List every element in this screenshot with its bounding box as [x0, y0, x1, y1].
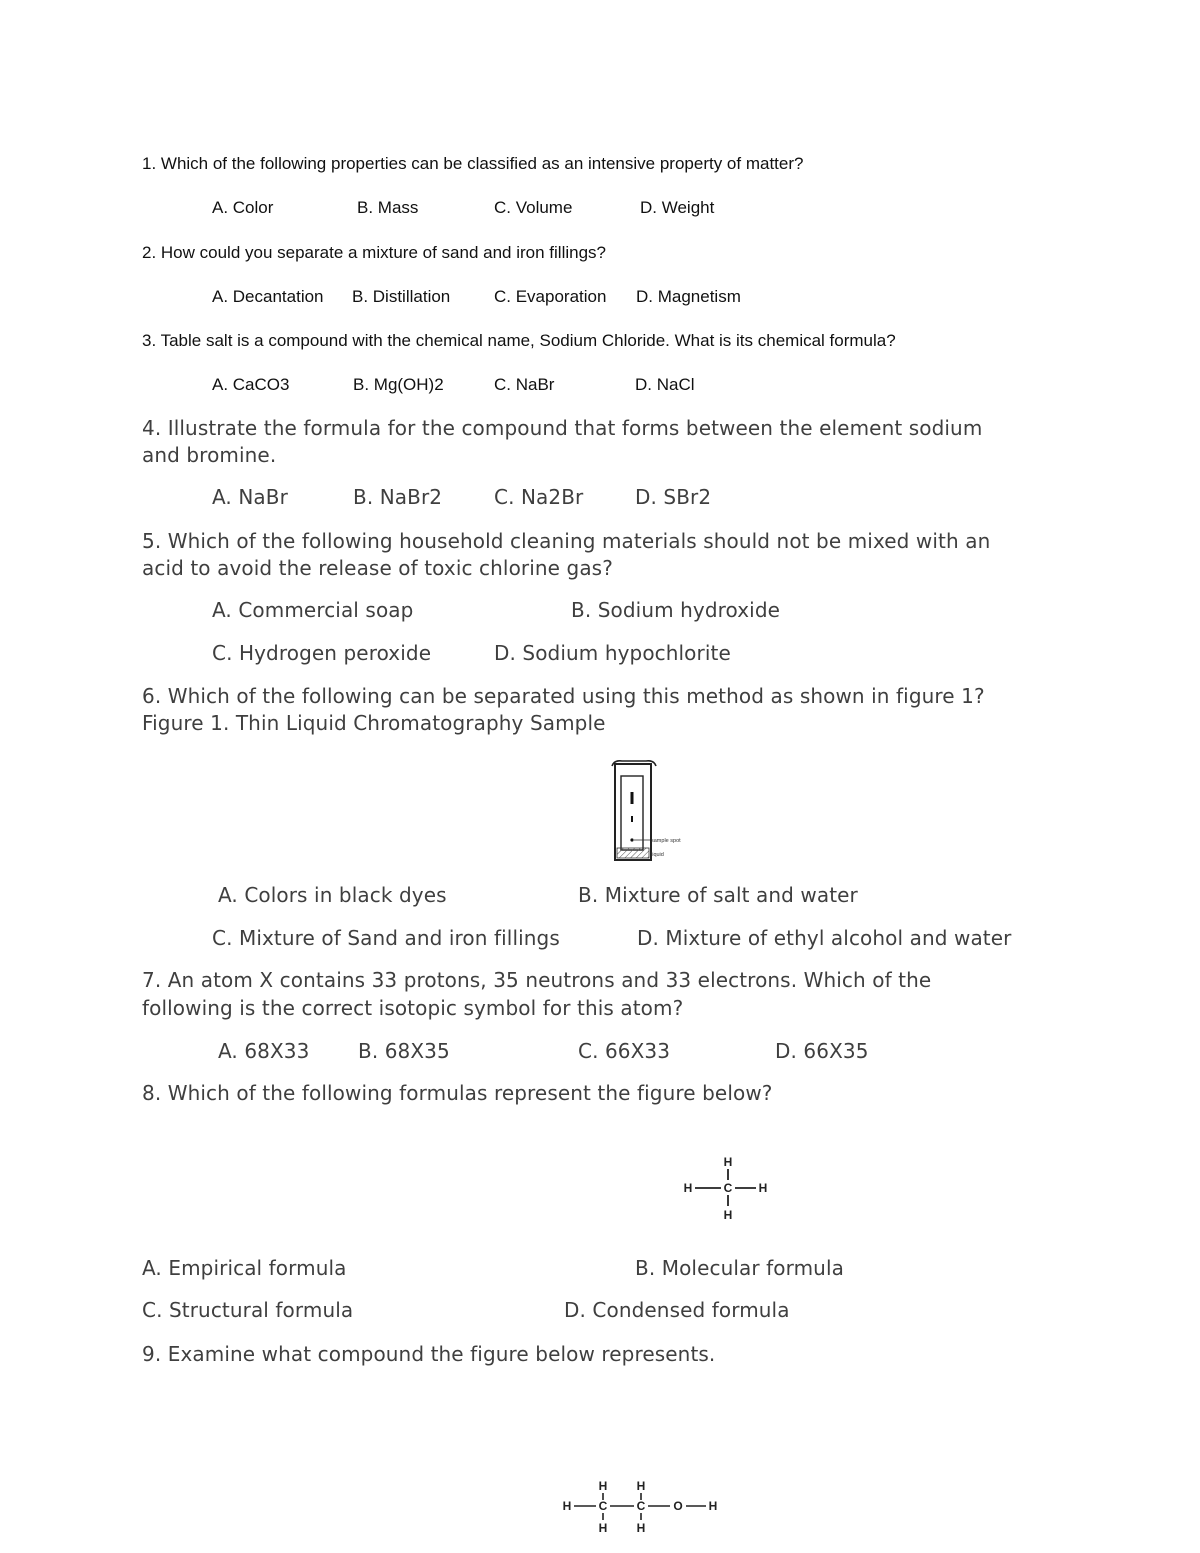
question-6-option-a: A. Colors in black dyes: [218, 883, 447, 907]
solvent-liquid: [617, 848, 649, 858]
ethanol-structure-figure: [555, 1476, 731, 1536]
methane-atom-h-top: H: [723, 1155, 733, 1169]
question-5-stem-line2: acid to avoid the release of toxic chlorine gas?: [142, 556, 613, 580]
question-3-stem: 3. Table salt is a compound with the chemical name, Sodium Chloride. What is its chemical formula?: [142, 331, 896, 350]
question-1-option-d: D. Weight: [640, 198, 715, 217]
ethanol-atom-o: O: [673, 1499, 683, 1513]
question-7-stem-line2: following is the correct isotopic symbol for this atom?: [142, 996, 684, 1020]
question-8-option-a: A. Empirical formula: [142, 1256, 347, 1280]
ethanol-atom-h-bottom2: H: [636, 1521, 646, 1535]
spot-origin: [630, 838, 633, 841]
question-1-option-a: A. Color: [212, 198, 274, 217]
question-5-option-d: D. Sodium hypochlorite: [494, 641, 731, 665]
methane-atom-h-bottom: H: [723, 1208, 733, 1222]
question-4-stem-line1: 4. Illustrate the formula for the compound that forms between the element sodium: [142, 416, 983, 440]
question-2-option-c: C. Evaporation: [494, 287, 607, 306]
question-6-stem-line1: 6. Which of the following can be separated using this method as shown in figure 1?: [142, 684, 985, 708]
methane-atom-h-right: H: [758, 1181, 768, 1195]
question-8-option-b: B. Molecular formula: [635, 1256, 844, 1280]
methane-atom-h-left: H: [683, 1181, 693, 1195]
question-6-stem-line2: Figure 1. Thin Liquid Chromatography Sample: [142, 711, 606, 735]
question-4-stem-line2: and bromine.: [142, 443, 277, 467]
ethanol-atom-h-top1: H: [598, 1479, 608, 1493]
question-7-option-b: B. 68X35: [358, 1039, 450, 1063]
question-5-option-a: A. Commercial soap: [212, 598, 414, 622]
question-4-option-c: C. Na2Br: [494, 485, 584, 509]
spot-label: sample spot: [651, 838, 681, 844]
question-2-option-d: D. Magnetism: [636, 287, 741, 306]
question-4-option-b: B. NaBr2: [353, 485, 443, 509]
question-3-option-d: D. NaCl: [635, 375, 695, 394]
question-5-stem-line1: 5. Which of the following household cleaning materials should not be mixed with an: [142, 529, 991, 553]
question-2-stem: 2. How could you separate a mixture of sand and iron fillings?: [142, 243, 606, 262]
question-1-option-b: B. Mass: [357, 198, 419, 217]
ethanol-atom-c2: C: [636, 1499, 646, 1513]
question-4-option-d: D. SBr2: [635, 485, 712, 509]
ethanol-atom-h-left: H: [562, 1499, 572, 1513]
question-3-option-b: B. Mg(OH)2: [353, 375, 444, 394]
question-8-option-c: C. Structural formula: [142, 1298, 354, 1322]
methane-atom-c: C: [723, 1181, 733, 1195]
question-8-stem: 8. Which of the following formulas represent the figure below?: [142, 1081, 773, 1105]
question-7-option-d: D. 66X35: [775, 1039, 869, 1063]
question-9-stem: 9. Examine what compound the figure below represents.: [142, 1342, 716, 1366]
question-8-option-d: D. Condensed formula: [564, 1298, 790, 1322]
question-2-option-a: A. Decantation: [212, 287, 324, 306]
question-5-option-c: C. Hydrogen peroxide: [212, 641, 432, 665]
question-3-option-a: A. CaCO3: [212, 375, 290, 394]
question-5-option-b: B. Sodium hydroxide: [571, 598, 781, 622]
question-6-option-b: B. Mixture of salt and water: [578, 883, 858, 907]
question-4-option-a: A. NaBr: [212, 485, 288, 509]
ethanol-atom-h-right: H: [708, 1499, 718, 1513]
ethanol-atom-h-top2: H: [636, 1479, 646, 1493]
question-6-option-d: D. Mixture of ethyl alcohol and water: [637, 926, 1012, 950]
liquid-label: liquid: [651, 852, 664, 858]
ethanol-atom-c1: C: [598, 1499, 608, 1513]
question-3-option-c: C. NaBr: [494, 375, 555, 394]
chromatography-figure: [600, 758, 690, 866]
question-1-option-c: C. Volume: [494, 198, 573, 217]
question-1-stem: 1. Which of the following properties can be classified as an intensive property of matter?: [142, 154, 804, 173]
question-6-option-c: C. Mixture of Sand and iron fillings: [212, 926, 560, 950]
methane-structure-figure: [676, 1152, 776, 1224]
question-7-option-a: A. 68X33: [218, 1039, 310, 1063]
question-7-option-c: C. 66X33: [578, 1039, 671, 1063]
question-2-option-b: B. Distillation: [352, 287, 451, 306]
ethanol-atom-h-bottom1: H: [598, 1521, 608, 1535]
question-7-stem-line1: 7. An atom X contains 33 protons, 35 neutrons and 33 electrons. Which of the: [142, 968, 932, 992]
